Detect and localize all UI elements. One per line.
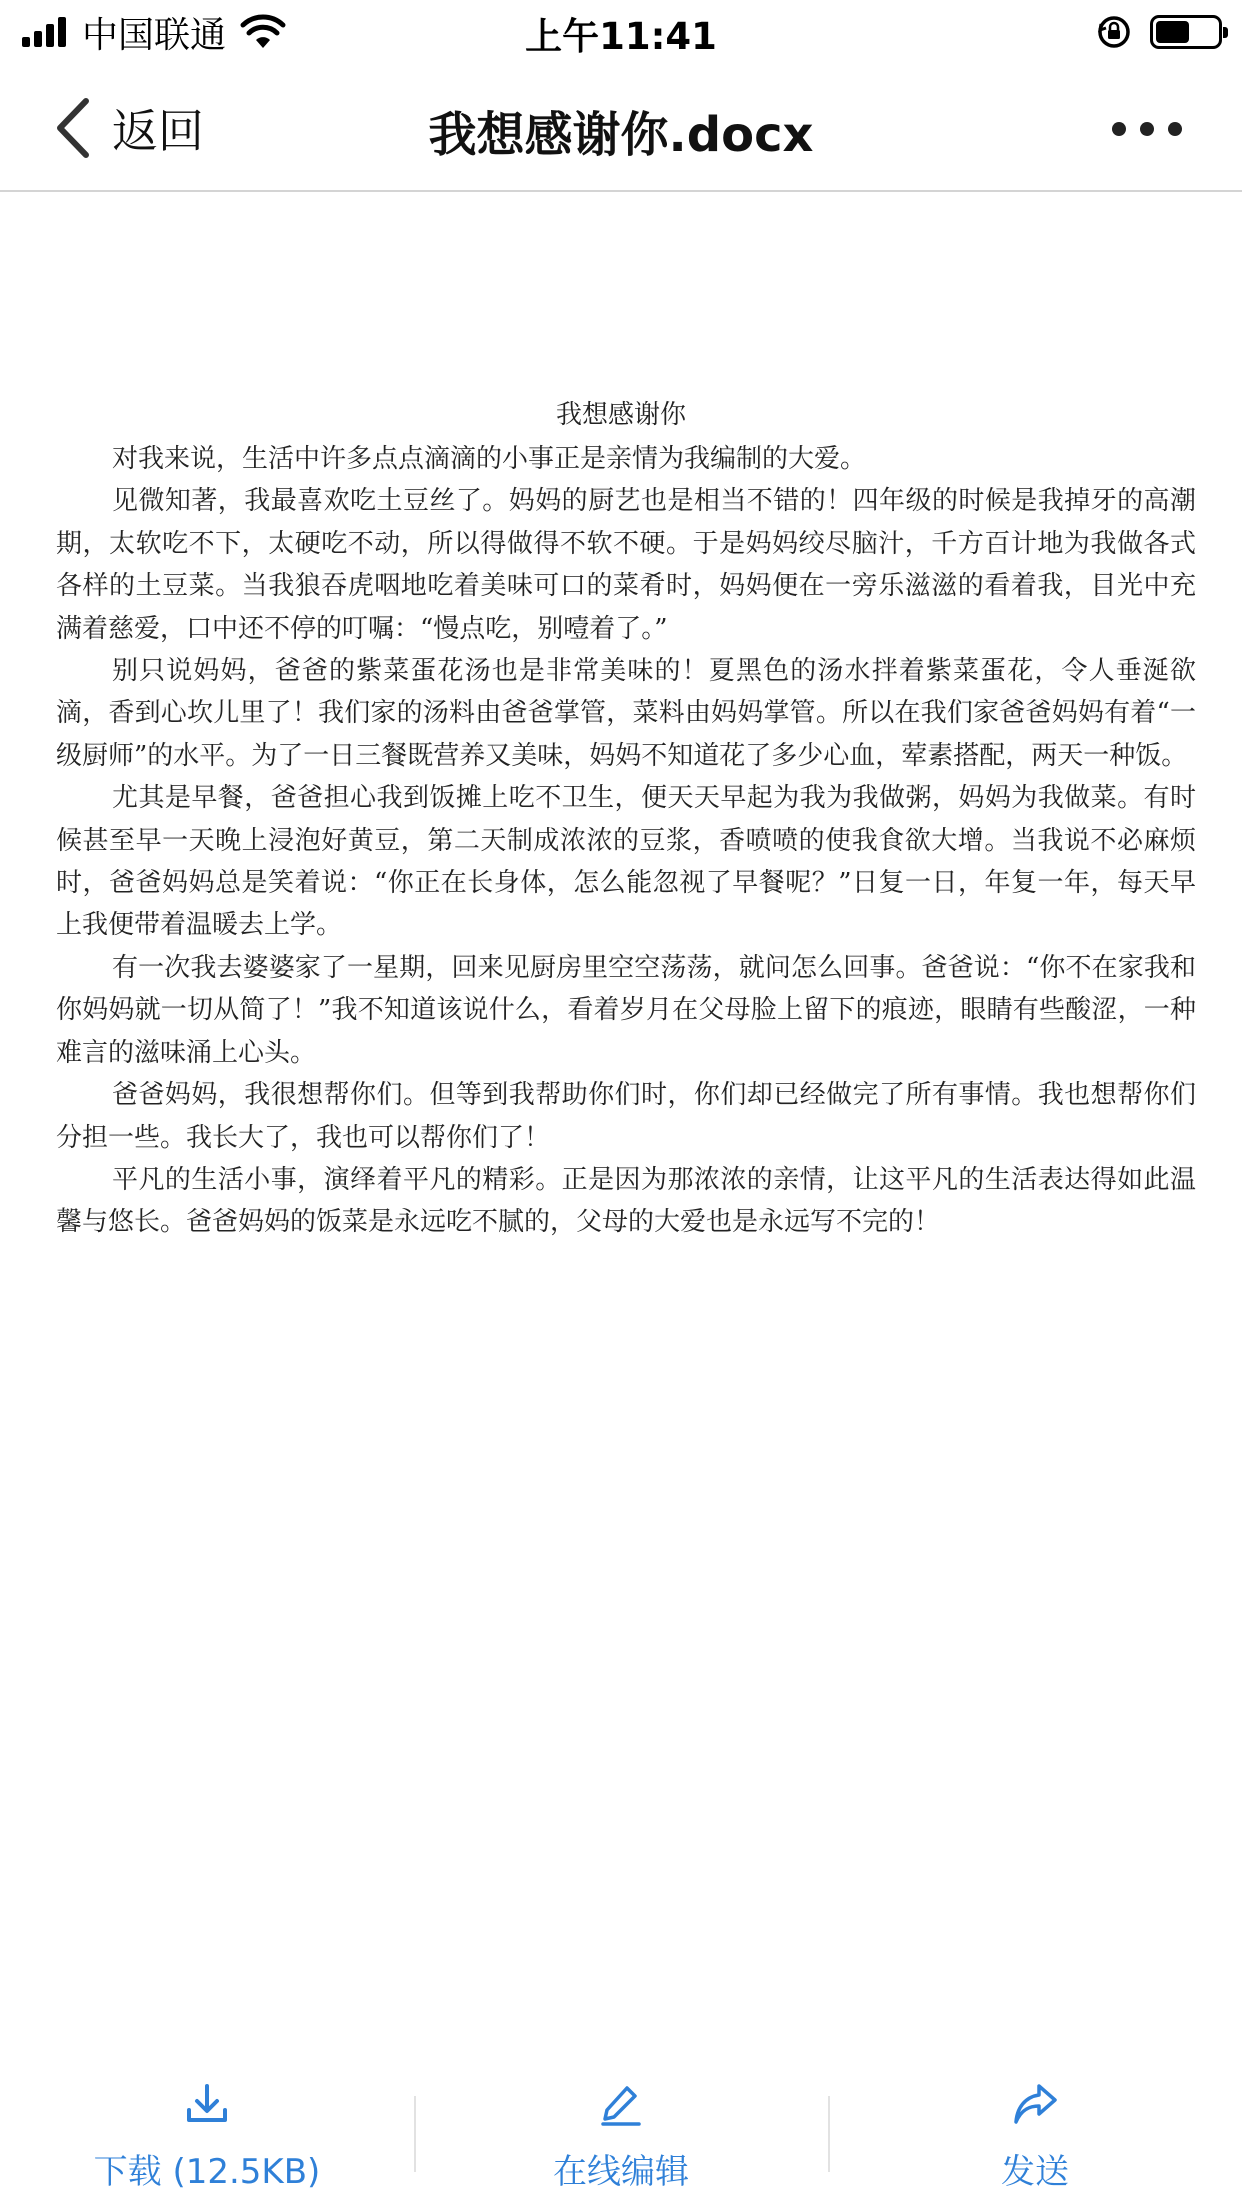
share-arrow-icon xyxy=(1011,2080,1059,2128)
more-dot-icon xyxy=(1168,122,1182,136)
rotation-lock-icon xyxy=(1096,14,1132,50)
more-dot-icon xyxy=(1140,122,1154,136)
status-right xyxy=(1096,12,1222,52)
nav-bar xyxy=(0,64,1242,192)
document-paragraph: 尤其是早餐，爸爸担心我到饭摊上吃不卫生，便天天早起为我为我做粥，妈妈为我做菜。有时候甚至早一天晚上浸泡好黄豆，第二天制成浓浓的豆浆，香喷喷的使我食欲大增。当我说不必麻烦时，爸爸妈妈总是笑着说：“你正在长身体，怎么能忽视了早餐呢？”日复一日，年复一年，每天早上我便带着温暖去上学。 xyxy=(56,783,1196,941)
document-body xyxy=(56,438,1196,1244)
edit-online-label: 在线编辑 xyxy=(553,2152,689,2192)
more-options-button[interactable] xyxy=(1112,114,1182,144)
document-paragraph: 对我来说，生活中许多点点滴滴的小事正是亲情为我编制的大爱。 xyxy=(112,444,867,474)
download-label: 下载 (12.5KB) xyxy=(93,2152,321,2192)
send-button[interactable] xyxy=(828,2034,1242,2208)
document-paragraph: 平凡的生活小事，演绎着平凡的精彩。正是因为那浓浓的亲情，让这平凡的生活表达得如此温馨与悠长。爸爸妈妈的饭菜是永远吃不腻的，父母的大爱也是永远写不完的！ xyxy=(56,1164,1196,1238)
back-label: 返回 xyxy=(112,104,204,158)
document-paragraph: 见微知著，我最喜欢吃土豆丝了。妈妈的厨艺也是相当不错的！四年级的时候是我掉牙的高潮期，太软吃不下，太硬吃不动，所以得做得不软不硬。于是妈妈绞尽脑汁，千方百计地为我做各式各样的土豆菜。当我狼吞虎咽地吃着美味可口的菜肴时，妈妈便在一旁乐滋滋的看着我，目光中充满着慈爱，口中还不停的叮嘱：“慢点吃，别噎着了。” xyxy=(56,486,1196,644)
chevron-left-icon xyxy=(52,97,92,159)
document-paragraph: 别只说妈妈，爸爸的紫菜蛋花汤也是非常美味的！夏黑色的汤水拌着紫菜蛋花，令人垂涎欲滴，香到心坎儿里了！我们家的汤料由爸爸掌管，菜料由妈妈掌管。所以在我们家爸爸妈妈有着“一级厨师”的水平。为了一日三餐既营养又美味，妈妈不知道花了多少心血，荤素搭配，两天一种饭。 xyxy=(56,656,1196,771)
document-title: 我想感谢你 xyxy=(555,400,686,430)
bottom-action-bar xyxy=(0,2034,1242,2208)
status-bar xyxy=(0,0,1242,64)
status-time: 上午11:41 xyxy=(525,15,717,58)
more-dot-icon xyxy=(1112,122,1126,136)
send-label: 发送 xyxy=(1001,2152,1069,2192)
pencil-icon xyxy=(597,2080,645,2128)
battery-fill xyxy=(1156,21,1189,43)
download-icon xyxy=(183,2080,231,2128)
edit-online-button[interactable] xyxy=(414,2034,828,2208)
carrier-name: 中国联通 xyxy=(82,14,227,56)
battery-icon xyxy=(1150,15,1222,49)
back-button[interactable] xyxy=(52,94,204,162)
document-preview[interactable] xyxy=(0,194,1242,2034)
document-paragraph: 有一次我去婆婆家了一星期，回来见厨房里空空荡荡，就问怎么回事。爸爸说：“你不在家我和你妈妈就一切从简了！”我不知道该说什么，看着岁月在父母脸上留下的痕迹，眼睛有些酸涩，一种难言的滋味涌上心头。 xyxy=(56,952,1196,1068)
document-paragraph: 爸爸妈妈，我很想帮你们。但等到我帮助你们时，你们却已经做完了所有事情。我也想帮你们分担一些。我长大了，我也可以帮你们了！ xyxy=(56,1080,1196,1153)
download-button[interactable] xyxy=(0,2034,414,2208)
page-title: 我想感谢你.docx xyxy=(428,107,814,163)
